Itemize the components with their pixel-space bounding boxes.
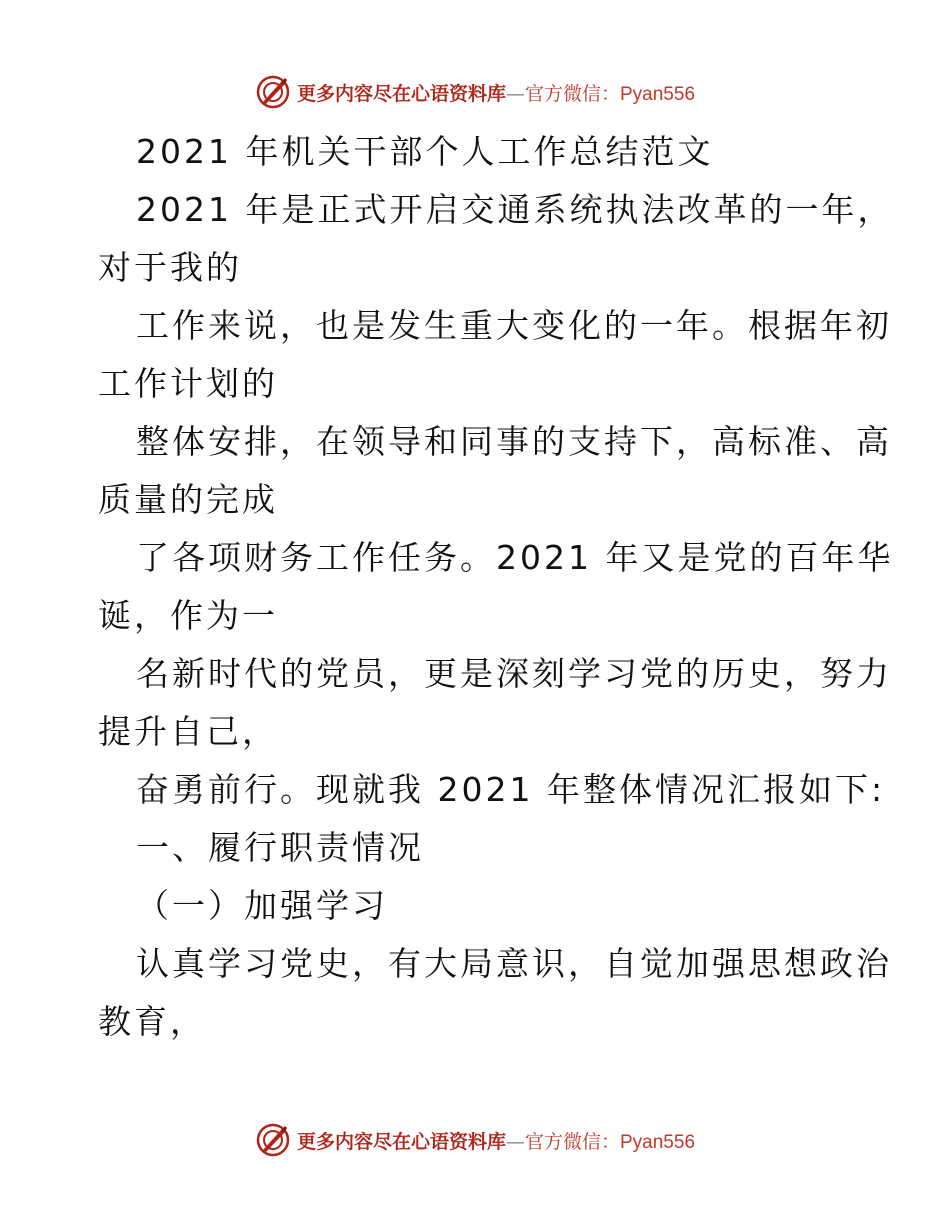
- subsection-heading: （一）加强学习: [136, 886, 388, 925]
- paragraph-line: 了各项财务工作任务。2021 年又是党的百年华: [136, 538, 894, 577]
- document-body: [98, 123, 894, 1051]
- paragraph-line: 认真学习党史，有大局意识，自觉加强思想政治: [136, 944, 892, 983]
- paragraph-line: 奋勇前行。现就我 2021 年整体情况汇报如下:: [136, 770, 886, 809]
- brand-logo-icon: [255, 74, 291, 110]
- brand-logo-icon: [255, 1122, 291, 1158]
- paragraph-line: 质量的完成: [98, 480, 278, 519]
- footer-banner: [0, 1120, 950, 1160]
- banner-wechat-label: 官方微信：: [524, 82, 620, 105]
- paragraph-line: 工作计划的: [98, 364, 278, 403]
- paragraph-line: 教育，: [98, 1002, 206, 1041]
- banner-wechat-id: Pyan556: [620, 1131, 696, 1153]
- header-banner: [0, 72, 950, 112]
- banner-wechat-id: Pyan556: [620, 83, 696, 105]
- paragraph-line: 整体安排，在领导和同事的支持下，高标准、高: [136, 422, 892, 461]
- banner-main-text: 更多内容尽在心语资料库: [296, 1130, 506, 1153]
- paragraph-line: 对于我的: [98, 248, 242, 287]
- banner-separator: —: [505, 82, 525, 105]
- banner-separator: —: [505, 1130, 525, 1153]
- paragraph-line: 2021 年是正式开启交通系统执法改革的一年，: [136, 190, 894, 229]
- document-title: 2021 年机关干部个人工作总结范文: [136, 132, 714, 171]
- banner-main-text: 更多内容尽在心语资料库: [296, 82, 506, 105]
- banner-wechat-label: 官方微信：: [524, 1130, 620, 1153]
- section-heading: 一、履行职责情况: [136, 828, 424, 867]
- paragraph-line: 诞，作为一: [98, 596, 278, 635]
- paragraph-line: 名新时代的党员，更是深刻学习党的历史，努力: [136, 654, 892, 693]
- paragraph-line: 工作来说，也是发生重大变化的一年。根据年初: [136, 306, 892, 345]
- paragraph-line: 提升自己，: [98, 712, 278, 751]
